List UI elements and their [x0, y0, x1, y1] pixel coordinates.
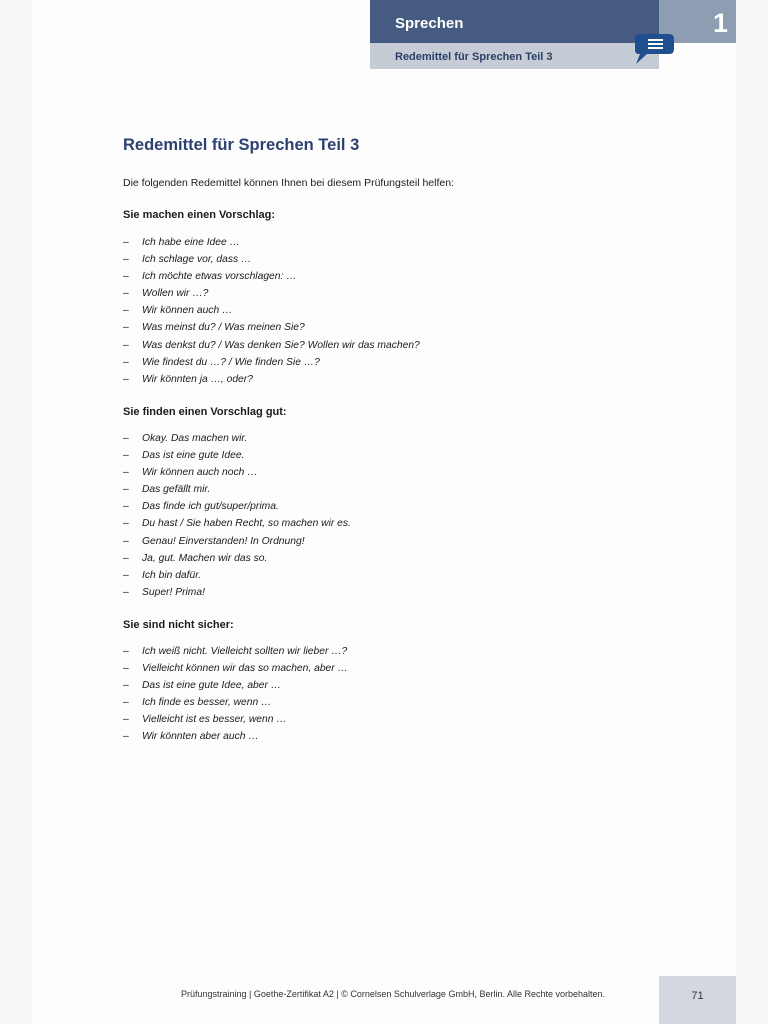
phrase-list-vorschlag: [123, 234, 420, 388]
dash-marker: –: [123, 535, 129, 547]
list-item: [123, 464, 351, 481]
list-item: [123, 447, 351, 464]
phrase-text: Ich bin dafür.: [142, 569, 202, 581]
list-item: [123, 677, 348, 694]
page-number: 71: [659, 976, 736, 1024]
phrase-text: Du hast / Sie haben Recht, so machen wir es.: [142, 518, 351, 530]
phrase-text: Ich möchte etwas vorschlagen: …: [142, 271, 297, 283]
dash-marker: –: [123, 518, 129, 530]
dash-marker: –: [123, 254, 129, 266]
list-item: [123, 268, 420, 285]
list-item: [123, 337, 420, 354]
section-title: Sprechen: [370, 0, 659, 43]
dash-marker: –: [123, 237, 129, 248]
dash-marker: –: [123, 697, 129, 709]
dash-marker: –: [123, 322, 129, 334]
intro-text: Die folgenden Redemittel können Ihnen bei diesem Prüfungsteil helfen:: [123, 177, 454, 189]
phrase-text: Ich weiß nicht. Vielleicht sollten wir lieber …?: [142, 646, 348, 657]
list-item: [123, 234, 420, 251]
section-heading-unsicher: Sie sind nicht sicher:: [123, 619, 234, 631]
chapter-number: 1: [659, 0, 736, 43]
phrase-text: Was denkst du? / Was denken Sie? Wollen wir das machen?: [142, 339, 420, 351]
list-item: [123, 728, 348, 745]
list-item: [123, 481, 351, 498]
dash-marker: –: [123, 646, 129, 657]
phrase-text: Wollen wir …?: [142, 288, 209, 300]
section-heading-zustimmung: Sie finden einen Vorschlag gut:: [123, 406, 287, 418]
dash-marker: –: [123, 433, 129, 444]
list-item: [123, 319, 420, 336]
dash-marker: –: [123, 467, 129, 479]
dash-marker: –: [123, 288, 129, 300]
dash-marker: –: [123, 484, 129, 496]
phrase-text: Das gefällt mir.: [142, 484, 211, 496]
list-item: [123, 354, 420, 371]
dash-marker: –: [123, 271, 129, 283]
dash-marker: –: [123, 339, 129, 351]
list-item: [123, 371, 420, 388]
phrase-text: Ich habe eine Idee …: [142, 237, 240, 248]
list-item: [123, 567, 351, 584]
list-item: [123, 498, 351, 515]
phrase-text: Wir können auch noch …: [142, 467, 258, 479]
list-item: [123, 694, 348, 711]
list-item: [123, 584, 351, 601]
phrase-text: Das finde ich gut/super/prima.: [142, 501, 279, 513]
phrase-text: Okay. Das machen wir.: [142, 433, 248, 444]
list-item: [123, 711, 348, 728]
dash-marker: –: [123, 731, 129, 743]
list-item: [123, 302, 420, 319]
phrase-text: Super! Prima!: [142, 586, 205, 598]
phrase-text: Wir könnten ja …, oder?: [142, 373, 253, 385]
phrase-text: Wie findest du …? / Wie finden Sie …?: [142, 356, 320, 368]
dash-marker: –: [123, 552, 129, 564]
phrase-text: Das ist eine gute Idee.: [142, 450, 245, 462]
dash-marker: –: [123, 450, 129, 462]
footer-text: Prüfungstraining | Goethe-Zertifikat A2 | © Cornelsen Schulverlage GmbH, Berlin. Alle Rechte vorbehalten.: [181, 989, 606, 999]
phrase-list-unsicher: [123, 643, 348, 746]
phrase-text: Was meinst du? / Was meinen Sie?: [142, 322, 305, 334]
list-item: [123, 550, 351, 567]
dash-marker: –: [123, 373, 129, 385]
dash-marker: –: [123, 586, 129, 598]
phrase-text: Vielleicht können wir das so machen, aber …: [142, 663, 348, 675]
phrase-text: Vielleicht ist es besser, wenn …: [142, 714, 287, 726]
phrase-text: Genau! Einverstanden! In Ordnung!: [142, 535, 305, 547]
phrase-text: Wir können auch …: [142, 305, 233, 317]
dash-marker: –: [123, 680, 129, 692]
page-title: Redemittel für Sprechen Teil 3: [123, 136, 360, 154]
list-item: [123, 251, 420, 268]
phrase-text: Wir könnten aber auch …: [142, 731, 259, 743]
list-item: [123, 643, 348, 660]
phrase-text: Ja, gut. Machen wir das so.: [142, 552, 268, 564]
list-item: [123, 285, 420, 302]
list-item: [123, 430, 351, 447]
phrase-text: Das ist eine gute Idee, aber …: [142, 680, 282, 692]
phrase-text: Ich finde es besser, wenn …: [142, 697, 272, 709]
list-item: [123, 660, 348, 677]
dash-marker: –: [123, 663, 129, 675]
section-subtitle: Redemittel für Sprechen Teil 3: [370, 43, 659, 69]
dash-marker: –: [123, 501, 129, 513]
list-item: [123, 533, 351, 550]
page-header: [370, 0, 659, 69]
dash-marker: –: [123, 714, 129, 726]
dash-marker: –: [123, 569, 129, 581]
phrase-list-zustimmung: [123, 430, 351, 601]
list-item: [123, 515, 351, 532]
section-heading-vorschlag: Sie machen einen Vorschlag:: [123, 209, 276, 221]
dash-marker: –: [123, 356, 129, 368]
dash-marker: –: [123, 305, 129, 317]
speech-bubble-icon: [631, 33, 677, 67]
phrase-text: Ich schlage vor, dass …: [142, 254, 252, 266]
